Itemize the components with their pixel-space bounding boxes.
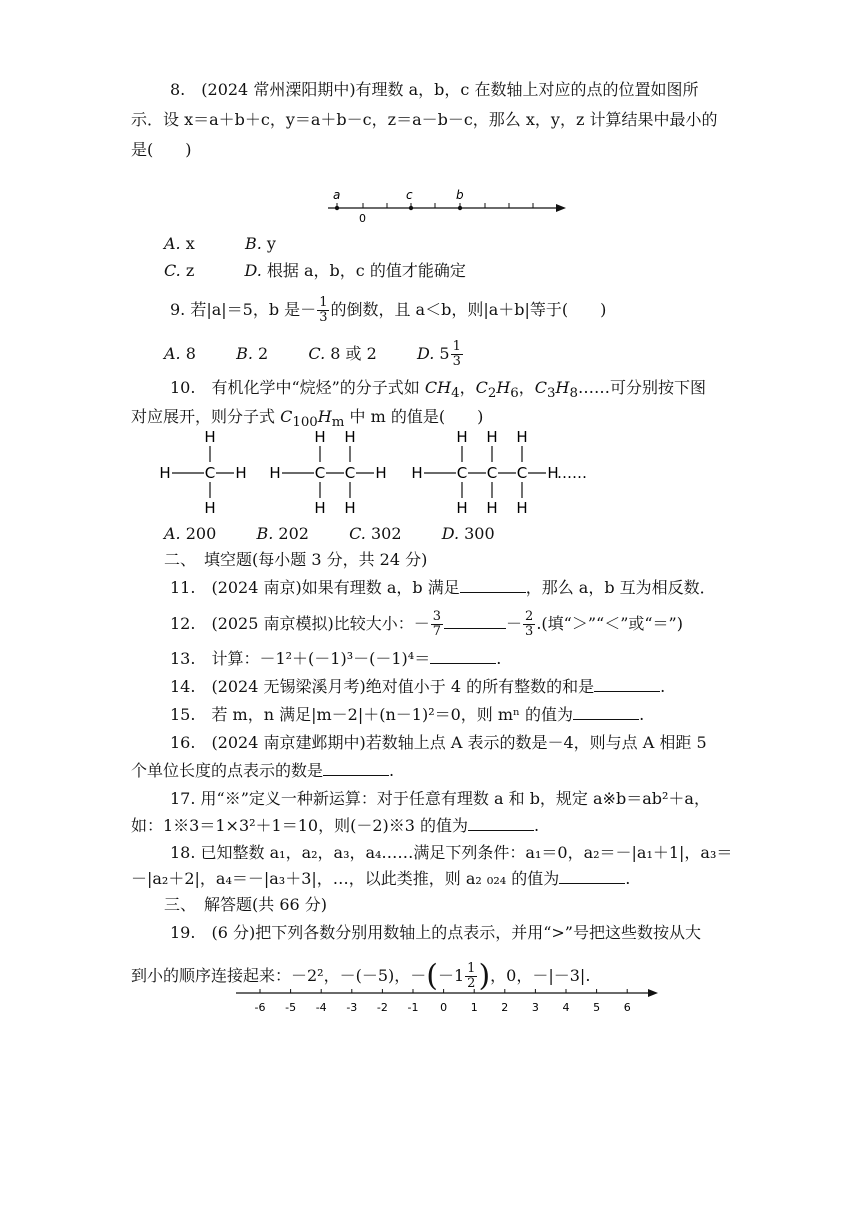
axis-tick-label: 2 xyxy=(501,1001,509,1014)
q10-options xyxy=(164,523,495,545)
hydrogen-atom: H xyxy=(204,428,216,446)
q19-den: 2 xyxy=(467,976,476,991)
q18-text-post: . xyxy=(625,869,631,888)
q17-line1: 17. 用“※”定义一种新运算：对于任意有理数 a 和 b，规定 a※b＝ab²＋a， xyxy=(170,789,710,808)
formula-c2-sub: 2 xyxy=(487,386,497,402)
hydrogen-atom: H xyxy=(516,499,528,517)
q13-text-pre: 13. 计算：－1²＋(－1)³－(－1)⁴＝ xyxy=(170,649,431,668)
formula-c100: C xyxy=(280,407,293,426)
q14-text-post: . xyxy=(660,677,666,696)
q18-answer-blank[interactable] xyxy=(559,868,625,884)
q16-answer-blank[interactable] xyxy=(323,760,389,776)
q9-option-b-label: B. xyxy=(236,344,253,363)
hydrogen-atom: H xyxy=(516,428,528,446)
q9-option-d: 5 xyxy=(434,344,450,363)
q14-answer-blank[interactable] xyxy=(594,676,660,692)
q19-left-bracket: ( xyxy=(426,958,438,994)
q10-line1: 10. 有机化学中“烷烃”的分子式如 $CH_4$，$C_2H_6$，$C_3H_8\dots\dots$可分别按下图 xyxy=(170,378,706,402)
q9-option-a-label: A. xyxy=(164,344,181,363)
q17-text: 如：1※3＝1×3²＋1＝10，则(－2)※3 的值为 xyxy=(131,816,469,835)
q8-option-a-label: A. xyxy=(164,234,181,253)
q8-option-d-label: D. xyxy=(244,261,262,280)
q19-right-bracket: ) xyxy=(478,958,491,994)
q9-d-den: 3 xyxy=(452,354,461,369)
q14-text-pre: 14. (2024 无锡梁溪月考)绝对值小于 4 的所有整数的和是 xyxy=(170,677,595,696)
label-c: c xyxy=(406,188,413,202)
q19-num: 1 xyxy=(467,961,476,976)
hydrogen-atom: H xyxy=(159,464,171,482)
carbon-atom: C xyxy=(486,464,498,482)
q11-text-pre: 11. (2024 南京)如果有理数 a，b 满足 xyxy=(170,578,460,597)
formula-hm-sub: m xyxy=(331,415,345,431)
q8-option-b-label: B. xyxy=(244,234,262,253)
q9-options xyxy=(164,340,464,369)
q11 xyxy=(170,577,716,599)
hydrogen-atom: H xyxy=(269,464,281,482)
formula-h8: H xyxy=(555,378,570,397)
q8-line3: 是( ) xyxy=(131,140,192,159)
q12-n2: 2 xyxy=(525,609,534,624)
q16-line1: 16. (2024 南京建邺期中)若数轴上点 A 表示的数是－4，则与点 A 相距 5 xyxy=(170,733,707,752)
alkane-structure-diagram xyxy=(155,426,605,520)
q12-n1: 3 xyxy=(432,609,442,624)
formula-c100-sub: 100 xyxy=(292,415,318,431)
q16-text-post: . xyxy=(389,761,395,780)
q17-text-post: . xyxy=(534,816,540,835)
q12-d2: 3 xyxy=(525,624,534,639)
formula-h6: H xyxy=(496,378,511,397)
q9-line xyxy=(170,296,606,325)
q12-text-pre: 12. (2025 南京模拟)比较大小：－ xyxy=(170,614,430,633)
q19-text-2b: ，0，－|－3|. xyxy=(490,966,591,985)
q19-text-2a: 到小的顺序连接起来：－2²，－(－5)，－ xyxy=(131,966,427,985)
q8-option-c-label: C. xyxy=(164,261,181,280)
q8-option-b: y xyxy=(261,234,276,253)
section-3-heading: 三、 解答题(共 66 分) xyxy=(164,895,328,914)
q12-fraction-1 xyxy=(431,610,443,639)
q10-option-c-label: C. xyxy=(349,524,366,543)
q13-answer-blank[interactable] xyxy=(430,648,496,664)
q9-option-d-fraction xyxy=(451,340,463,369)
q9-option-b: 2 xyxy=(252,344,269,363)
q15-answer-blank[interactable] xyxy=(573,704,639,720)
axis-tick-label: 1 xyxy=(470,1001,478,1014)
q18-line2 xyxy=(131,868,630,890)
q10-text-1a: 10. 有机化学中“烷烃”的分子式如 xyxy=(170,378,425,397)
q9-option-c: 8 或 2 xyxy=(325,344,377,363)
formula-ch4: CH xyxy=(424,378,452,397)
q10-option-b: 202 xyxy=(273,524,309,543)
q8-options-row2 xyxy=(164,260,466,282)
axis-tick-label: -6 xyxy=(254,1001,266,1014)
hydrogen-atom: H xyxy=(456,428,468,446)
q10-option-d-label: D. xyxy=(441,524,460,543)
axis-tick-label: 4 xyxy=(562,1001,570,1014)
q8-option-a: x xyxy=(180,234,195,253)
q9-d-num: 1 xyxy=(452,339,461,354)
q9-text-post: 的倒数，且 a＜b，则|a＋b|等于( ) xyxy=(330,300,607,319)
q10-text-2a: 对应展开，则分子式 xyxy=(131,407,281,426)
hydrogen-atom: H xyxy=(204,499,216,517)
q18-line1: 18. 已知整数 a₁，a₂，a₃，a₄……满足下列条件：a₁＝0，a₂＝－|a₁＋1|，a₃＝ xyxy=(170,843,733,862)
q12-fraction-2 xyxy=(523,610,535,639)
q19-line1: 19. (6 分)把下列各数分别用数轴上的点表示，并用“>”号把这些数按从大 xyxy=(170,923,701,942)
q8-line1: 8. (2024 常州溧阳期中)有理数 a，b，c 在数轴上对应的点的位置如图所 xyxy=(170,80,699,99)
formula-c3-sub: 3 xyxy=(547,386,556,402)
q9-option-a: 8 xyxy=(180,344,196,363)
point-a xyxy=(335,206,339,210)
q12 xyxy=(170,610,683,639)
q9-text-pre: 9. 若|a|＝5，b 是－ xyxy=(170,300,317,319)
axis-tick-label: -5 xyxy=(285,1001,297,1014)
q8-options-row1 xyxy=(164,233,276,255)
point-b xyxy=(458,206,462,210)
axis-tick-label: -3 xyxy=(346,1001,358,1014)
hydrogen-atom: H xyxy=(314,499,326,517)
q13 xyxy=(170,648,501,670)
q12-text-mid: － xyxy=(506,614,523,633)
q9-fraction-num: 1 xyxy=(319,295,328,310)
q12-d1: 7 xyxy=(432,624,442,639)
q16-text: 个单位长度的点表示的数是 xyxy=(131,761,324,780)
q11-text-post: ，那么 a，b 互为相反数． xyxy=(525,578,716,597)
q12-text-post: .(填“＞”“＜”或“＝”) xyxy=(536,614,683,633)
hydrogen-atom: H xyxy=(411,464,423,482)
q12-answer-blank[interactable] xyxy=(444,613,506,629)
q16-line2 xyxy=(131,760,394,782)
hydrogen-atom: H xyxy=(456,499,468,517)
point-c xyxy=(409,206,413,210)
axis-tick-label: 5 xyxy=(593,1001,601,1014)
q15 xyxy=(170,704,644,726)
q11-answer-blank[interactable] xyxy=(460,577,526,593)
q9-fraction xyxy=(317,296,329,325)
q13-text-post: . xyxy=(496,649,502,668)
formula-ch4-sub: 4 xyxy=(451,386,460,402)
q8-line2: 示．设 x＝a＋b＋c，y＝a＋b－c，z＝a－b－c，那么 x，y，z 计算结果中最小的 xyxy=(131,110,718,129)
q8-number-line xyxy=(320,184,570,226)
formula-c2: C xyxy=(475,378,488,397)
q9-option-d-label: D. xyxy=(416,344,435,363)
hydrogen-atom: H xyxy=(344,499,356,517)
label-zero: 0 xyxy=(359,212,366,225)
axis-tick-label: 0 xyxy=(440,1001,448,1014)
hydrogen-atom: H xyxy=(235,464,247,482)
q10-text-2b: 中 m 的值是( ) xyxy=(344,407,484,426)
carbon-atom: C xyxy=(314,464,326,482)
label-a: a xyxy=(333,188,341,202)
q10-option-a-label: A. xyxy=(164,524,181,543)
q10-option-b-label: B. xyxy=(256,524,274,543)
continuation-dots: …… xyxy=(557,464,587,482)
axis-tick-label: -1 xyxy=(407,1001,419,1014)
carbon-atom: C xyxy=(344,464,356,482)
q15-text-pre: 15. 若 m，n 满足|m－2|＋(n－1)²＝0，则 mⁿ 的值为 xyxy=(170,705,574,724)
axis-tick-label: 3 xyxy=(531,1001,539,1014)
hydrogen-atom: H xyxy=(547,464,559,482)
axis-arrow xyxy=(648,989,658,997)
hydrogen-atom: H xyxy=(314,428,326,446)
carbon-atom: C xyxy=(204,464,216,482)
q10-option-a: 200 xyxy=(180,524,217,543)
hydrogen-atom: H xyxy=(375,464,387,482)
q8-option-c: z xyxy=(180,261,195,280)
axis-tick-label: -4 xyxy=(315,1001,327,1014)
q9-fraction-den: 3 xyxy=(319,310,328,325)
section-2-heading: 二、 填空题(每小题 3 分，共 24 分) xyxy=(164,550,428,569)
carbon-atom: C xyxy=(516,464,528,482)
hydrogen-atom: H xyxy=(344,428,356,446)
axis-tick-label: 6 xyxy=(623,1001,631,1014)
q15-text-post: . xyxy=(639,705,645,724)
axis-tick-label: -2 xyxy=(376,1001,388,1014)
hydrogen-atom: H xyxy=(486,428,498,446)
q14 xyxy=(170,676,665,698)
label-b: b xyxy=(456,188,464,202)
q17-answer-blank[interactable] xyxy=(468,815,534,831)
q10-text-1b: ……可分别按下图 xyxy=(577,378,706,397)
q17-line2 xyxy=(131,815,539,837)
q8-option-d: 根据 a，b，c 的值才能确定 xyxy=(261,261,466,280)
formula-h6-sub: 6 xyxy=(510,386,519,402)
q9-option-c-label: C. xyxy=(308,344,326,363)
formula-c3: C xyxy=(534,378,548,397)
q10-option-c: 302 xyxy=(365,524,402,543)
formula-hm: H xyxy=(317,407,332,426)
q10-option-d: 300 xyxy=(459,524,495,543)
q19-inner-value: －1 xyxy=(437,966,465,985)
hydrogen-atom: H xyxy=(486,499,498,517)
formula-h8-sub: 8 xyxy=(569,386,578,402)
q19-number-line xyxy=(232,985,662,1017)
carbon-atom: C xyxy=(456,464,468,482)
q18-text: －|a₂＋2|，a₄＝－|a₃＋3|，…，以此类推，则 a₂ ₀₂₄ 的值为 xyxy=(131,869,560,888)
